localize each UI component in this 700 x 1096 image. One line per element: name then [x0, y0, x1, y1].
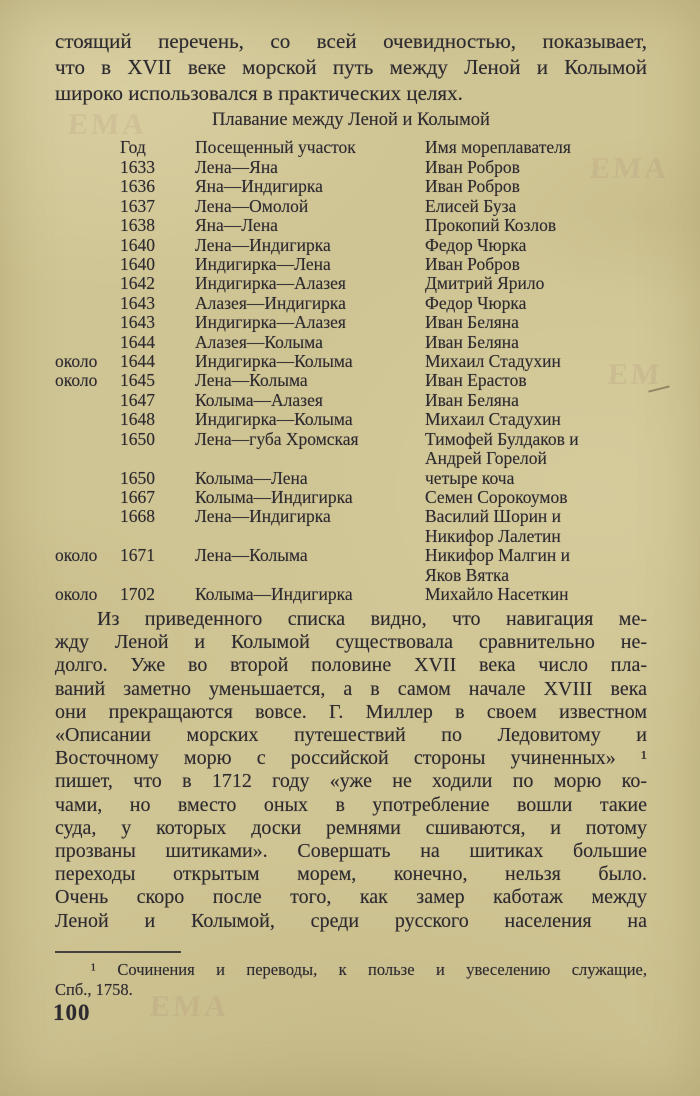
- seafarer-name-line: Тимофей Булдаков и: [425, 428, 579, 449]
- row-route: Колыма—Алазея: [195, 389, 323, 410]
- table-row: [55, 216, 647, 235]
- row-seafarer-name: [425, 391, 647, 410]
- table-row: [55, 158, 647, 177]
- row-year: 1643: [120, 292, 155, 313]
- table-row: [55, 294, 647, 313]
- table-row: [55, 391, 647, 410]
- row-seafarer-name: [425, 507, 647, 546]
- row-seafarer-name: [425, 197, 647, 216]
- row-route: Индигирка—Колыма: [195, 351, 353, 372]
- row-circa-prefix: около: [55, 351, 98, 372]
- row-year: 1637: [120, 195, 155, 216]
- seafarer-name-line: Иван Робров: [425, 157, 520, 177]
- row-year: 1650: [120, 428, 155, 449]
- row-route: Колыма—Индигирка: [195, 486, 353, 507]
- seafarer-name-line: Семен Сорокоумов: [425, 486, 568, 507]
- table-row: [55, 546, 647, 585]
- table-row: [55, 585, 647, 604]
- row-route: Индигирка—Лена: [195, 254, 331, 275]
- row-seafarer-name: [425, 469, 647, 488]
- page-number: 100: [53, 1000, 91, 1025]
- table-row: [55, 469, 647, 488]
- row-year: 1633: [120, 157, 155, 177]
- row-route: Колыма—Лена: [195, 467, 308, 488]
- seafarer-name-line: Федор Чюрка: [425, 234, 527, 255]
- text-line: «Описании морских путешествий по Ледовитому и: [55, 724, 647, 747]
- text-line: широко использовался в практических целях.: [55, 81, 463, 105]
- table-row: [55, 410, 647, 429]
- table-row: [55, 430, 647, 469]
- text-line: прозваны шитиками». Совершать на шитиках большие: [55, 840, 647, 863]
- row-route: Индигирка—Колыма: [195, 409, 353, 430]
- table-row: [55, 313, 647, 332]
- text-line: пишет, что в 1712 году «уже не ходили по морю ко-: [55, 770, 647, 793]
- row-year: 1671: [120, 545, 155, 566]
- seafarer-name-line: Михайло Насеткин: [425, 583, 569, 604]
- seafarer-name-line: Никифор Малгин и: [425, 545, 570, 566]
- table-header-name: Имя мореплавателя: [425, 137, 571, 157]
- row-route: Колыма—Индигирка: [195, 583, 353, 604]
- seafarer-name-line: Дмитрий Ярило: [425, 273, 545, 294]
- seafarer-name-line: Михаил Стадухин: [425, 351, 561, 372]
- text-line: Очень скоро после того, как замер каботаж между: [55, 886, 647, 909]
- row-route: Лена—Яна: [195, 157, 278, 177]
- seafarer-name-line: Андрей Горелой: [425, 448, 547, 469]
- row-route: Лена—губа Хромская: [195, 428, 359, 449]
- row-circa-prefix: около: [55, 370, 98, 391]
- seafarer-name-line: четыре коча: [425, 467, 515, 488]
- row-year: 1643: [120, 312, 155, 333]
- seafarer-name-line: Прокопий Козлов: [425, 215, 557, 236]
- text-line: ¹ Сочинения и переводы, к пользе и увеселению служащие,: [91, 960, 647, 979]
- text-line: ваний заметно уменьшается, а в самом начале XVIII века: [55, 677, 647, 700]
- row-year: 1640: [120, 234, 155, 255]
- seafarer-name-line: Иван Беляна: [425, 389, 519, 410]
- table-row: [55, 488, 647, 507]
- row-year: 1642: [120, 273, 155, 294]
- row-year: 1638: [120, 215, 155, 236]
- row-route: Лена—Колыма: [195, 545, 308, 566]
- seafarer-name-line: Яков Вятка: [425, 564, 510, 585]
- row-circa-prefix: около: [55, 583, 98, 604]
- table-row: [55, 255, 647, 274]
- row-seafarer-name: [425, 333, 647, 352]
- row-route: Алазея—Колыма: [195, 331, 323, 352]
- row-year: 1702: [120, 583, 155, 604]
- row-year: 1647: [120, 389, 155, 410]
- row-year: 1640: [120, 254, 155, 275]
- text-line: стоящий перечень, со всей очевидностью, показывает,: [55, 29, 647, 53]
- row-year: 1650: [120, 467, 155, 488]
- row-seafarer-name: [425, 430, 647, 469]
- text-line: переходы открытым морем, конечно, нельзя было.: [55, 863, 647, 886]
- row-route: Лена—Индигирка: [195, 506, 331, 527]
- row-seafarer-name: [425, 274, 647, 293]
- footnote-rule: [55, 951, 181, 953]
- ghost-watermark: ЕМА: [66, 108, 149, 141]
- row-route: Алазея—Индигирка: [195, 292, 346, 313]
- seafarer-name-line: Федор Чюрка: [425, 292, 527, 313]
- row-seafarer-name: [425, 294, 647, 313]
- row-seafarer-name: [425, 488, 647, 507]
- table-row: [55, 274, 647, 293]
- seafarer-name-line: Иван Беляна: [425, 312, 519, 333]
- table-row: [55, 236, 647, 255]
- ghost-watermark: ЕМА: [148, 990, 231, 1023]
- row-year: 1645: [120, 370, 155, 391]
- row-year: 1667: [120, 486, 155, 507]
- ghost-watermark: ЕМА: [588, 152, 671, 185]
- footnote: [55, 960, 647, 1000]
- text-line: чами, но вместо оных в употребление вошли такие: [55, 793, 647, 816]
- ghost-watermark: ЕМ: [606, 358, 664, 391]
- row-circa-prefix: около: [55, 545, 98, 566]
- text-line: они прекращаются вовсе. Г. Миллер в своем известном: [55, 700, 647, 723]
- row-seafarer-name: [425, 410, 647, 429]
- seafarer-name-line: Василий Шорин и: [425, 506, 562, 527]
- row-year: 1648: [120, 409, 155, 430]
- seafarer-name-line: Михаил Стадухин: [425, 409, 561, 430]
- seafarer-name-line: Иван Робров: [425, 254, 520, 275]
- text-line: суда, у которых доски ремнями сшиваются, и потому: [55, 816, 647, 839]
- row-route: Яна—Лена: [195, 215, 278, 236]
- text-line: Спб., 1758.: [55, 980, 133, 999]
- row-route: Индигирка—Алазея: [195, 273, 346, 294]
- table-row: [55, 333, 647, 352]
- row-route: Индигирка—Алазея: [195, 312, 346, 333]
- table-row: [55, 352, 647, 371]
- table-row: [55, 371, 647, 390]
- table-row: [55, 177, 647, 196]
- row-seafarer-name: [425, 313, 647, 332]
- seafarer-name-line: Никифор Лалетин: [425, 525, 561, 546]
- row-seafarer-name: [425, 255, 647, 274]
- row-seafarer-name: [425, 236, 647, 255]
- table-header-route: Посещенный участок: [195, 137, 356, 157]
- row-year: 1636: [120, 176, 155, 197]
- seafarer-name-line: Елисей Буза: [425, 195, 517, 216]
- intro-paragraph: [55, 28, 647, 106]
- table-title: Плавание между Леной и Колымой: [212, 110, 490, 130]
- row-seafarer-name: [425, 585, 647, 604]
- body-paragraph: [55, 608, 647, 933]
- voyages-table: [55, 158, 647, 604]
- text-line: Восточному морю с российской стороны учиненных» ¹: [55, 747, 647, 770]
- row-seafarer-name: [425, 546, 647, 585]
- text-line: что в XVII веке морской путь между Леной и Колымой: [55, 55, 647, 79]
- row-route: Лена—Омолой: [195, 195, 309, 216]
- table-row: [55, 197, 647, 216]
- row-seafarer-name: [425, 216, 647, 235]
- seafarer-name-line: Иван Ерастов: [425, 370, 527, 391]
- text-line: Из приведенного списка видно, что навигация ме-: [97, 608, 647, 630]
- row-route: Яна—Индигирка: [195, 176, 323, 197]
- text-line: Леной и Колымой, среди русского населения на: [55, 909, 647, 932]
- row-year: 1668: [120, 506, 155, 527]
- table-row: [55, 507, 647, 546]
- row-year: 1644: [120, 331, 155, 352]
- row-route: Лена—Индигирка: [195, 234, 331, 255]
- table-header-year: Год: [120, 137, 146, 157]
- row-year: 1644: [120, 351, 155, 372]
- seafarer-name-line: Иван Робров: [425, 176, 520, 197]
- text-line: жду Леной и Колымой существовала сравнительно не-: [55, 631, 647, 654]
- row-route: Лена—Колыма: [195, 370, 308, 391]
- text-line: долго. Уже во второй половине XVII века число пла-: [55, 654, 647, 677]
- seafarer-name-line: Иван Беляна: [425, 331, 519, 352]
